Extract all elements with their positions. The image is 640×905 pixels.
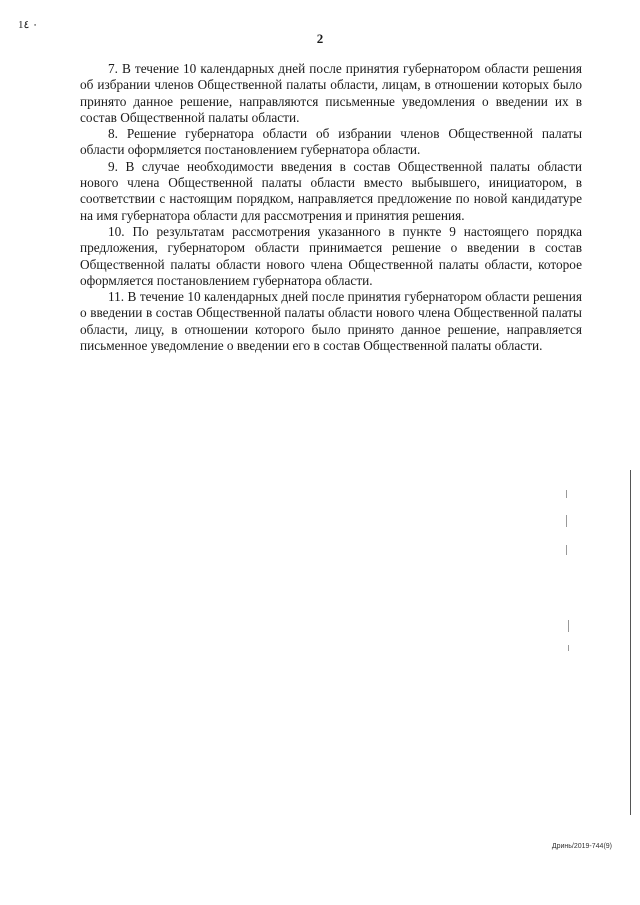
page-number: 2 xyxy=(316,31,324,46)
corner-handwritten-mark: 1٠ ٤ xyxy=(18,19,39,31)
scan-edge-line xyxy=(630,470,631,815)
scan-artifact xyxy=(566,515,567,527)
paragraph-9: 9. В случае необходимости введения в состав Общественной палаты области нового члена Общественной палаты области вместо выбывшего, инициатором, в соответствии с настоящим порядком, направляется предложение по новой кандидатуре на имя губернатора области для рассмотрения и принятия решения. xyxy=(80,158,582,223)
scan-artifact xyxy=(566,545,567,555)
document-body xyxy=(80,61,582,354)
paragraph-10: 10. По результатам рассмотрения указанного в пункте 9 настоящего порядка предложения, губернатором области принимается решение о введении в состав Общественной палаты области нового члена Общественной палаты области, которое оформляется постановлением губернатора области. xyxy=(80,223,582,288)
scan-artifact xyxy=(568,620,569,632)
paragraph-7: 7. В течение 10 календарных дней после принятия губернатором области решения об избрании членов Общественной палаты области, лицам, в отношении которых было принято данное решение, направляются письменные уведомления о введении их в состав Общественной палаты области. xyxy=(80,61,582,125)
document-code: Дринь/2019-744(9) xyxy=(551,843,612,850)
scan-artifact xyxy=(566,490,567,498)
paragraph-8: 8. Решение губернатора области об избрании членов Общественной палаты области оформляется постановлением губернатора области. xyxy=(80,126,582,158)
scan-artifact xyxy=(568,645,569,651)
paragraph-11: 11. В течение 10 календарных дней после принятия губернатором области решения о введении в состав Общественной палаты области нового члена Общественной палаты области, лицу, в отношении которого было принято данное решение, направляется письменное уведомление о введении его в состав Общественной палаты области. xyxy=(80,289,582,354)
